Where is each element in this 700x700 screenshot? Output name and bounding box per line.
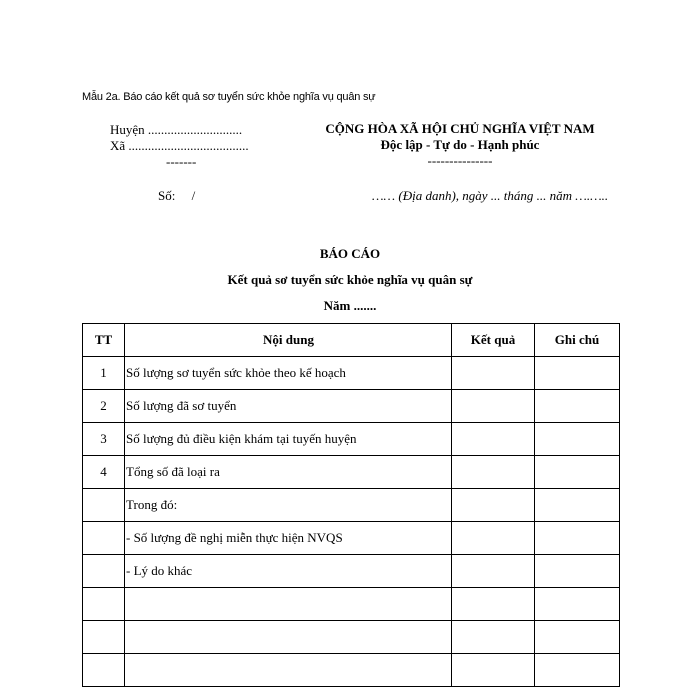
row-content: - Lý do khác (125, 555, 452, 588)
document-number: Số: / (158, 188, 196, 203)
table-row (83, 588, 620, 621)
row-content: Trong đó: (125, 489, 452, 522)
row-result-cell (452, 588, 535, 621)
row-result-cell (452, 654, 535, 687)
row-note-cell (535, 621, 620, 654)
row-note-cell (535, 489, 620, 522)
report-year: Năm ....... (323, 298, 377, 313)
row-note-cell (535, 555, 620, 588)
header-tt: TT (83, 324, 125, 357)
row-content: Số lượng đủ điều kiện khám tại tuyến huyện (125, 423, 452, 456)
row-note-cell (535, 588, 620, 621)
right-header-dash: --------------- (427, 153, 493, 168)
table-row (83, 456, 620, 489)
row-note-cell (535, 522, 620, 555)
table-row (83, 489, 620, 522)
national-motto: Độc lập - Tự do - Hạnh phúc (380, 137, 540, 152)
table-row (83, 555, 620, 588)
row-content: Số lượng sơ tuyển sức khỏe theo kế hoạch (125, 357, 452, 390)
header-result: Kết quả (452, 324, 535, 357)
report-table (82, 323, 620, 687)
row-note-cell (535, 654, 620, 687)
row-note-cell (535, 456, 620, 489)
table-row (83, 423, 620, 456)
table-row (83, 357, 620, 390)
table-row (83, 390, 620, 423)
row-number: 1 (83, 357, 125, 390)
row-number (83, 489, 125, 522)
row-note-cell (535, 357, 620, 390)
row-result-cell (452, 423, 535, 456)
row-content: Số lượng đã sơ tuyển (125, 390, 452, 423)
table-header-row (83, 324, 620, 357)
row-number (83, 588, 125, 621)
left-header-dash: ------- (166, 154, 197, 169)
national-header (300, 121, 620, 169)
report-subtitle: Kết quả sơ tuyển sức khỏe nghĩa vụ quân sự (227, 272, 473, 287)
row-content: - Số lượng đề nghị miễn thực hiện NVQS (125, 522, 452, 555)
row-content (125, 621, 452, 654)
row-result-cell (452, 522, 535, 555)
row-content (125, 588, 452, 621)
local-authority-header (110, 122, 249, 170)
row-number: 3 (83, 423, 125, 456)
row-number (83, 621, 125, 654)
row-note-cell (535, 390, 620, 423)
header-content: Nội dung (125, 324, 452, 357)
place-date-line: …… (Địa danh), ngày ... tháng ... năm ….….. (372, 188, 609, 203)
report-title: BÁO CÁO (319, 246, 381, 261)
row-note-cell (535, 423, 620, 456)
district-line: Huyện ............................. (110, 122, 243, 137)
row-number (83, 654, 125, 687)
row-result-cell (452, 489, 535, 522)
row-number: 4 (83, 456, 125, 489)
row-result-cell (452, 456, 535, 489)
country-name: CỘNG HÒA XÃ HỘI CHỦ NGHĨA VIỆT NAM (325, 121, 595, 136)
row-content (125, 654, 452, 687)
row-result-cell (452, 621, 535, 654)
table-row (83, 621, 620, 654)
row-content: Tổng số đã loại ra (125, 456, 452, 489)
table-row (83, 654, 620, 687)
row-number (83, 555, 125, 588)
commune-line: Xã ..................................... (110, 138, 249, 153)
row-number: 2 (83, 390, 125, 423)
row-result-cell (452, 555, 535, 588)
row-result-cell (452, 390, 535, 423)
row-number (83, 522, 125, 555)
row-result-cell (452, 357, 535, 390)
form-caption: Mẫu 2a. Báo cáo kết quả sơ tuyển sức khỏe nghĩa vụ quân sự (82, 91, 376, 103)
header-note: Ghi chú (535, 324, 620, 357)
table-row (83, 522, 620, 555)
